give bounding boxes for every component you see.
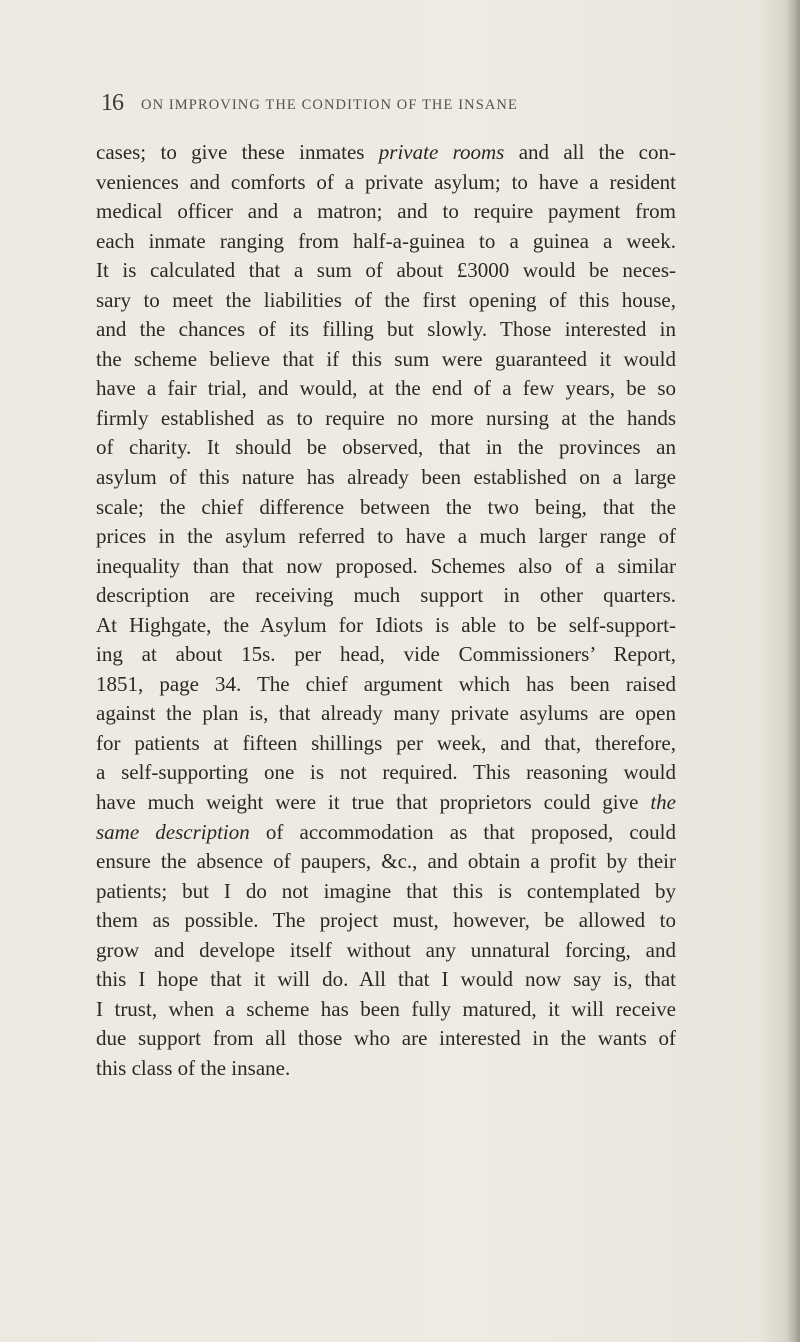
text-segment: It is calculated that a sum of about £3000 would be neces- <box>96 258 676 283</box>
text-line <box>96 1054 676 1084</box>
text-line <box>96 877 676 907</box>
body-text <box>96 138 676 1084</box>
text-segment: the scheme believe that if this sum were guaranteed it would <box>96 346 676 371</box>
text-line <box>96 818 676 848</box>
text-line <box>96 227 676 257</box>
running-head: ON IMPROVING THE CONDITION OF THE INSANE <box>141 97 518 113</box>
text-segment: veniences and comforts of a private asylum; to have a resident <box>96 169 676 194</box>
text-segment: scale; the chief difference between the two being, that the <box>96 494 676 519</box>
text-segment: and the chances of its filling but slowly. Those interested in <box>96 317 676 342</box>
text-line <box>96 256 676 286</box>
text-line <box>96 995 676 1025</box>
text-line <box>96 315 676 345</box>
italic-text: private rooms <box>378 140 505 164</box>
text-segment: cases; to give these inmates <box>96 140 379 164</box>
text-segment: At Highgate, the Asylum for Idiots is able to be self-support- <box>96 612 676 637</box>
text-line <box>96 965 676 995</box>
text-line <box>96 729 676 759</box>
italic-text: the <box>650 790 676 815</box>
text-line <box>96 168 676 198</box>
text-segment: medical officer and a matron; and to require payment from <box>96 199 676 224</box>
text-segment: have a fair trial, and would, at the end of a few years, be so <box>96 376 676 401</box>
text-segment: a self-supporting one is not required. This reasoning would <box>96 760 676 785</box>
text-segment: each inmate ranging from half-a-guinea to a guinea a week. <box>96 228 676 253</box>
text-segment: 1851, page 34. The chief argument which has been raised <box>96 671 676 696</box>
text-line <box>96 345 676 375</box>
text-segment: firmly established as to require no more nursing at the hands <box>96 405 676 430</box>
text-line <box>96 936 676 966</box>
text-segment: of charity. It should be observed, that in the provinces an <box>96 435 676 460</box>
text-line <box>96 670 676 700</box>
page-number: 16 <box>101 90 123 116</box>
text-segment: them as possible. The project must, however, be allowed to <box>96 908 676 933</box>
text-segment: due support from all those who are interested in the wants of <box>96 1026 676 1051</box>
text-segment: patients; but I do not imagine that this is contemplated by <box>96 878 676 903</box>
text-line <box>96 493 676 523</box>
text-line <box>96 286 676 316</box>
text-line <box>96 758 676 788</box>
text-line <box>96 1024 676 1054</box>
text-segment: I trust, when a scheme has been fully matured, it will receive <box>96 996 676 1021</box>
text-segment: against the plan is, that already many private asylums are open <box>96 701 676 726</box>
text-segment: prices in the asylum referred to have a much larger range of <box>96 524 676 549</box>
text-line <box>96 611 676 641</box>
italic-text: same description <box>96 819 250 844</box>
text-segment: grow and develope itself without any unnatural forcing, and <box>96 937 676 962</box>
text-line <box>96 138 676 168</box>
text-segment: ing at about 15s. per head, vide Commissioners’ Report, <box>96 642 676 667</box>
text-segment: and all the con- <box>504 140 676 164</box>
text-line <box>96 433 676 463</box>
text-line <box>96 404 676 434</box>
text-line <box>96 552 676 582</box>
text-segment: have much weight were it true that proprietors could give <box>96 790 651 815</box>
text-line <box>96 847 676 877</box>
text-line <box>96 906 676 936</box>
text-line <box>96 788 676 818</box>
text-line <box>96 374 676 404</box>
text-line <box>96 699 676 729</box>
text-segment: description are receiving much support in other quarters. <box>96 583 676 608</box>
text-segment: this class of the insane. <box>96 1055 291 1080</box>
text-segment: of accommodation as that proposed, could <box>249 819 676 844</box>
text-line <box>96 581 676 611</box>
text-segment: inequality than that now proposed. Schemes also of a similar <box>96 553 676 578</box>
text-segment: ensure the absence of paupers, &c., and obtain a profit by their <box>96 849 676 874</box>
text-line <box>96 522 676 552</box>
text-line <box>96 197 676 227</box>
text-line <box>96 640 676 670</box>
text-segment: for patients at fifteen shillings per week, and that, therefore, <box>96 730 676 755</box>
page-edge-shadow <box>786 0 800 1342</box>
page-header <box>101 90 661 130</box>
text-line <box>96 463 676 493</box>
text-segment: asylum of this nature has already been established on a large <box>96 465 676 490</box>
text-segment: this I hope that it will do. All that I would now say is, that <box>96 967 676 992</box>
text-segment: sary to meet the liabilities of the first opening of this house, <box>96 287 676 312</box>
